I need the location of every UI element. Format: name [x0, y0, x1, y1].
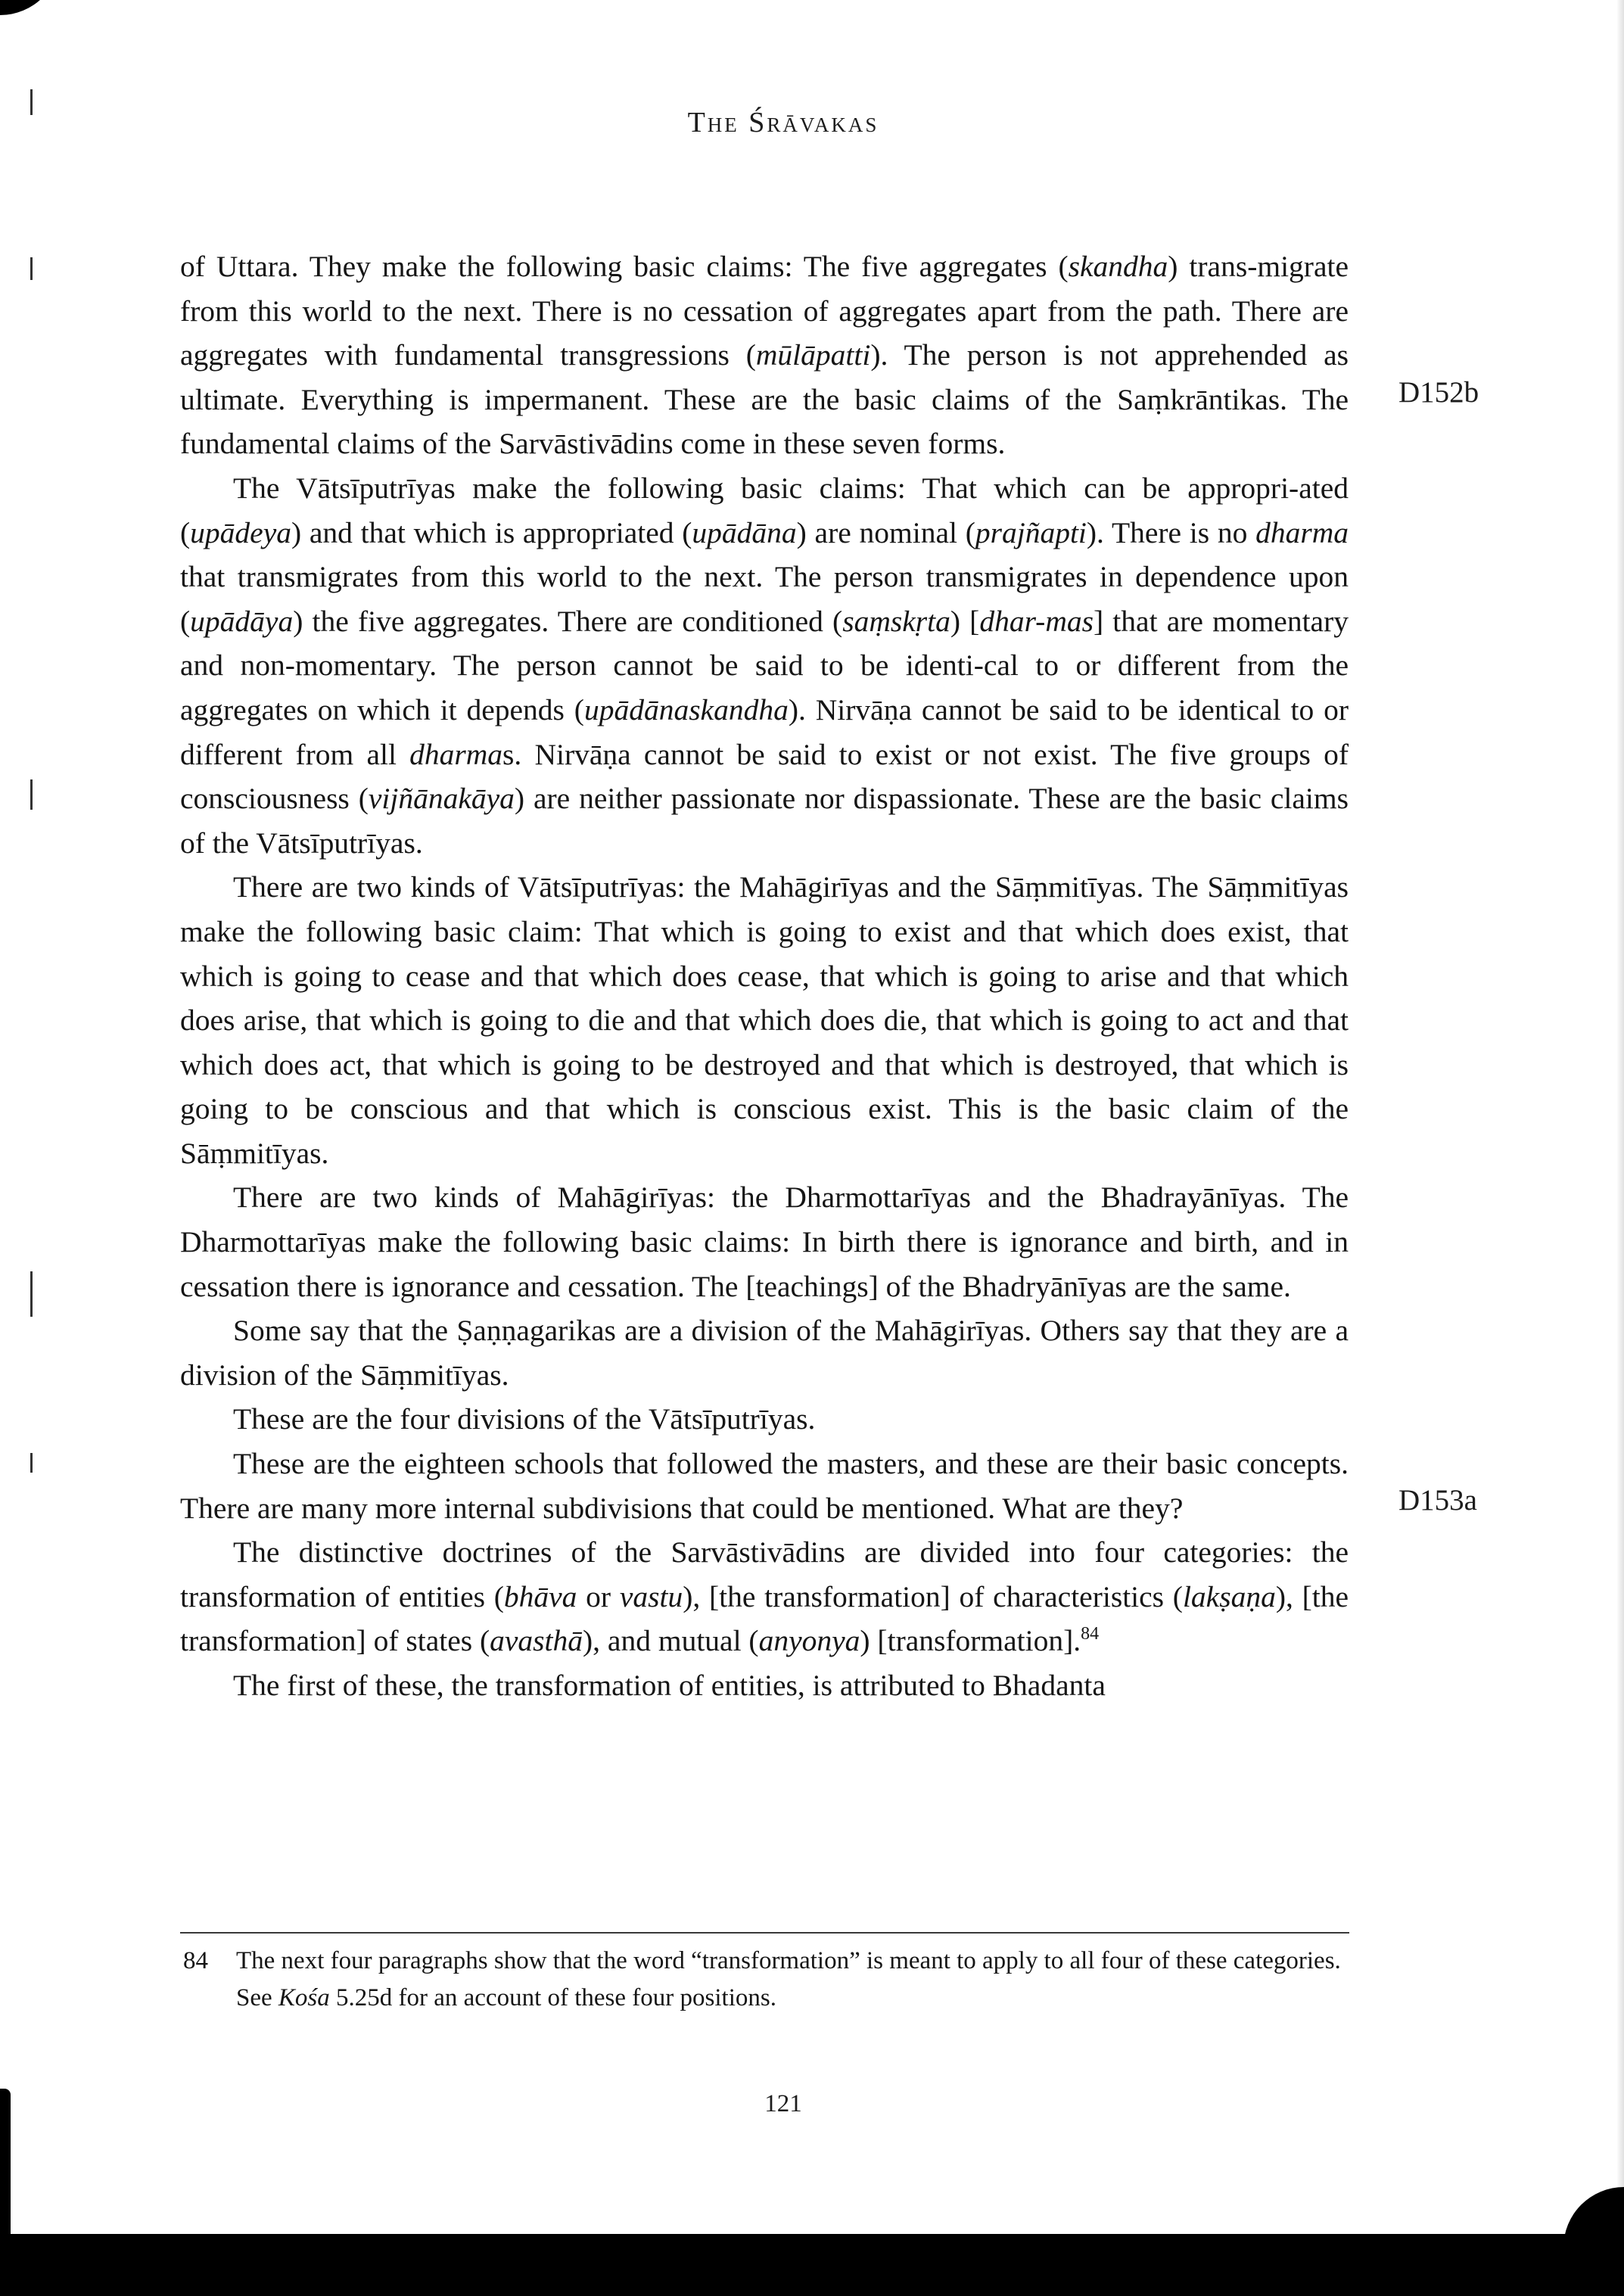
paragraph: These are the four divisions of the Vātsīputrīyas. — [233, 1402, 816, 1436]
paragraph: These are the eighteen schools that followed the masters, and these are their basic concepts. There are many more internal subdivisions that could be mentioned. What are they? — [180, 1447, 1349, 1525]
paragraph: The distinctive doctrines of the Sarvāstivādins are divided into four categories: the transformation of entities (bhāva or vastu), [the transformation] of characteristics (lakṣaṇa), [the transformation] of states (avasthā), and mutual (anyonya) [transformation].$^{84}$ — [180, 1535, 1349, 1658]
margin-reference: D153a — [1398, 1484, 1477, 1517]
scan-shadow-right — [1616, 0, 1624, 2240]
paragraph: The first of these, the transformation of entities, is attributed to Bhadanta — [233, 1669, 1106, 1702]
footnote-number: 84 — [183, 1947, 208, 1974]
running-head: The Śrāvakas — [687, 107, 879, 138]
scan-shadow-top-left — [0, 0, 61, 15]
footnote-rule — [180, 1932, 1349, 1934]
footnote — [183, 1943, 1349, 2017]
footnote-reference[interactable]: 84 — [1081, 1624, 1100, 1644]
page-number: 121 — [764, 2090, 802, 2117]
paragraph: There are two kinds of Mahāgirīyas: the Dharmottarīyas and the Bhadrayānīyas. The Dharmottarīyas make the following basic claims: In birth there is ignorance and birth, and in cessation there is ignorance and cessation. The [teachings] of the Bhadryānīyas are the same. — [180, 1181, 1349, 1303]
scan-gutter-mark — [30, 1271, 33, 1317]
paragraph: Some say that the Ṣaṇṇagarikas are a division of the Mahāgirīyas. Others say that they are a division of the Sāṃmitīyas. — [180, 1314, 1349, 1392]
main-text — [180, 244, 1349, 1708]
paragraph: There are two kinds of Vātsīputrīyas: the Mahāgirīyas and the Sāṃmitīyas. The Sāṃmitīyas make the following basic claim: That which is going to exist and that which does exist, that which is going to cease and that which does cease, that which is going to arise and that which does arise, that which is going to die and that which does die, that which is going to act and that which does act, that which is going to be destroyed and that which is destroyed, that which is going to be conscious and that which is conscious exist. This is the basic claim of the Sāṃmitīyas. — [180, 870, 1349, 1170]
footnote-text: The next four paragraphs show that the word “transformation” is meant to apply to all four of these categories. See Kośa 5.25d for an account of these four positions. — [236, 1947, 1341, 2011]
scan-shadow-bottom — [0, 2234, 1624, 2296]
scan-gutter-mark — [30, 1453, 33, 1473]
scan-gutter-mark — [30, 257, 33, 280]
margin-reference: D152b — [1398, 376, 1479, 409]
scan-gutter-mark — [30, 779, 33, 810]
paragraph: The Vātsīputrīyas make the following basic claims: That which can be appropri-ated (upādeya) and that which is appropriated (upādāna) are nominal (prajñapti). There is no dharma that transmigrates from this world to the next. The person transmigrates in dependence upon (upādāya) the five aggregates. There are conditioned (saṃskṛta) [dhar-mas] that are momentary and non-momentary. The person cannot be said to be identi-cal to or different from the aggregates on which it depends (upādānaskandha). Nirvāṇa cannot be said to be identical to or different from all dharmas. Nirvāṇa cannot be said to exist or not exist. The five groups of consciousness (vijñānakāya) are neither passionate nor dispassionate. These are the basic claims of the Vātsīputrīyas. — [180, 471, 1349, 860]
paragraph: of Uttara. They make the following basic claims: The five aggregates (skandha) trans-migrate from this world to the next. There is no cessation of aggregates apart from the path. There are aggregates with fundamental transgressions (mūlāpatti). The person is not apprehended as ultimate. Everything is impermanent. These are the basic claims of the Saṃkrāntikas. The fundamental claims of the Sarvāstivādins come in these seven forms. — [180, 250, 1349, 461]
